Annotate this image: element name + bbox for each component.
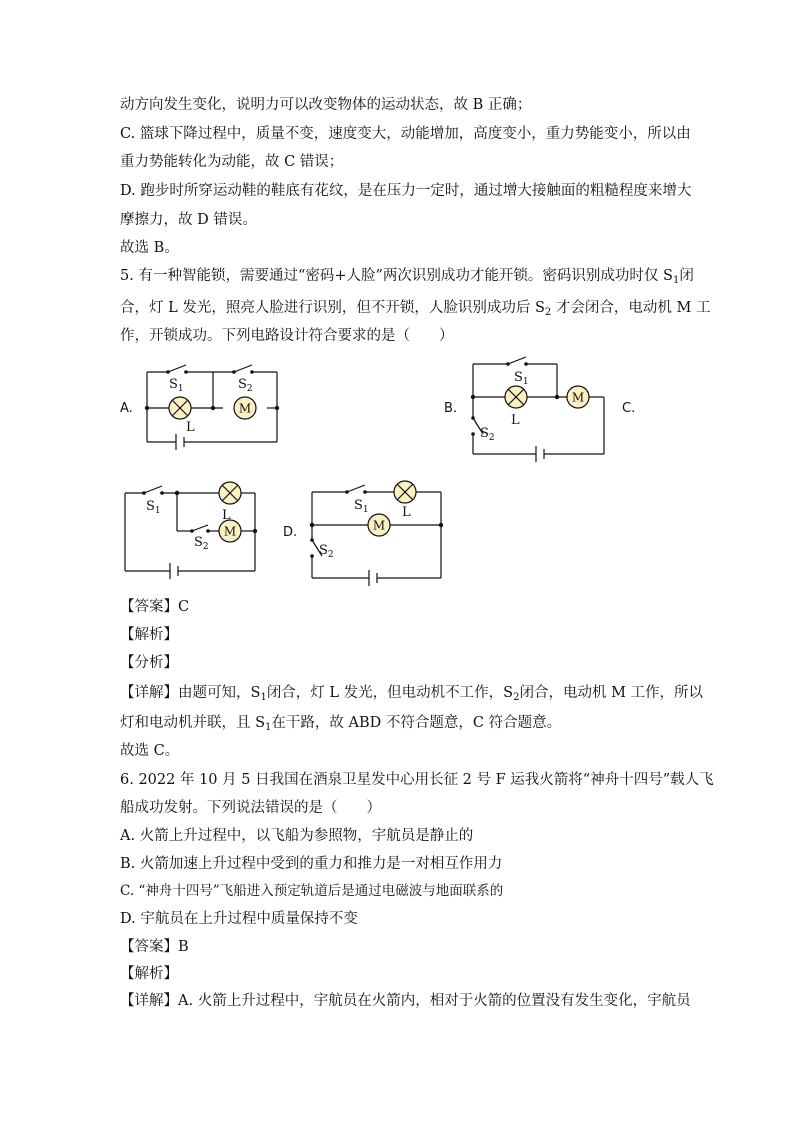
text-line: 摩擦力，故 D 错误。: [120, 212, 257, 228]
text-line: 故选 B。: [120, 240, 179, 256]
svg-text:L: L: [222, 508, 231, 523]
q6-detail-line1: 【详解】A. 火箭上升过程中，宇航员在火箭内，相对于火箭的位置没有发生变化，宇航员: [120, 993, 691, 1009]
motor-icon: [567, 386, 589, 408]
svg-text:S2: $S_2$: [480, 426, 495, 443]
q6-stem-line2: 船成功发射。下列说法错误的是（ ）: [120, 800, 381, 816]
svg-text:S1: $S_1$: [354, 498, 369, 515]
text-line: 重力势能转化为动能，故 C 错误；: [120, 154, 344, 170]
svg-text:M: M: [372, 518, 386, 533]
text-line: 动方向发生变化，说明力可以改变物体的运动状态，故 B 正确；: [120, 97, 532, 113]
lamp-icon: [505, 386, 527, 408]
text-line: D. 跑步时所穿运动鞋的鞋底有花纹，是在压力一定时，通过增大接触面的粗糙程度来增大: [120, 183, 692, 199]
svg-text:S2: $S_2$: [194, 535, 209, 552]
text-line: C. 篮球下降过程中，质量不变，速度变大，动能增加，高度变小，重力势能变小，所以由: [120, 126, 691, 142]
q6-answer: 【答案】B: [120, 939, 189, 955]
option-a-label: A.: [120, 401, 133, 416]
q6-option-c: C. “神舟十四号”飞船进入预定轨道后是通过电磁波与地面联系的: [120, 883, 504, 899]
svg-text:S2: $S_2$: [319, 543, 334, 560]
q5-answer: 【答案】C: [120, 599, 190, 615]
option-b-label: B.: [444, 401, 458, 416]
option-c-label: C.: [622, 401, 636, 416]
svg-text:S1: $S_1$: [514, 370, 529, 387]
q5-stem-line1: 5. 有一种智能锁，需要通过“密码+人脸”两次识别成功才能开锁。密码识别成功时仅 $S_1$闭: [120, 268, 694, 286]
svg-text:L: L: [511, 413, 520, 428]
motor-icon: [368, 514, 390, 536]
q6-option-a: A. 火箭上升过程中，以飞船为参照物，宇航员是静止的: [120, 828, 474, 844]
q6-stem-line1: 6. 2022 年 10 月 5 日我国在酒泉卫星发中心用长征 2 号 F 运我火箭将“神舟十四号”载人飞: [120, 772, 714, 788]
q6-analysis-heading: 【解析】: [120, 966, 178, 982]
q5-conclusion: 故选 C。: [120, 743, 180, 759]
q5-analysis-heading: 【解析】: [120, 627, 178, 643]
q5-detail-line2: 灯和电动机并联，且 $S_1$在干路，故 ABD 不符合题意，C 符合题意。: [120, 715, 562, 733]
circuit-d-diagram: [305, 478, 450, 588]
q5-stem-line2: 合，灯 L 发光，照亮人脸进行识别，但不开锁，人脸识别成功后 $S_2$ 才会闭合，电动机 M 工: [120, 300, 711, 318]
q5-stem-line3: 作，开锁成功。下列电路设计符合要求的是（ ）: [120, 328, 454, 344]
q6-option-d: D. 宇航员在上升过程中质量保持不变: [120, 911, 358, 927]
circuit-c-diagram: [118, 482, 263, 582]
option-d-label: D.: [283, 525, 298, 540]
svg-text:M: M: [223, 524, 237, 539]
svg-text:L: L: [186, 420, 195, 435]
circuit-a-diagram: [140, 360, 285, 460]
lamp-icon: [219, 482, 241, 504]
motor-icon: [219, 520, 241, 542]
svg-text:M: M: [571, 390, 585, 405]
svg-text:S2: $S_2$: [238, 377, 253, 394]
q6-option-b: B. 火箭加速上升过程中受到的重力和推力是一对相互作用力: [120, 856, 503, 872]
motor-icon: [234, 397, 256, 419]
q5-fenxi-heading: 【分析】: [120, 655, 178, 671]
svg-text:L: L: [402, 505, 411, 520]
circuit-b-diagram: [466, 355, 611, 465]
lamp-icon: [169, 397, 191, 419]
svg-text:S1: $S_1$: [146, 499, 161, 516]
svg-text:S1: $S_1$: [169, 377, 184, 394]
svg-text:M: M: [238, 401, 252, 416]
lamp-icon: [394, 481, 416, 503]
q5-detail-line1: 【详解】由题可知，$S_1$闭合，灯 L 发光，但电动机不工作，$S_2$闭合，电动机 M 工作，所以: [120, 685, 704, 703]
